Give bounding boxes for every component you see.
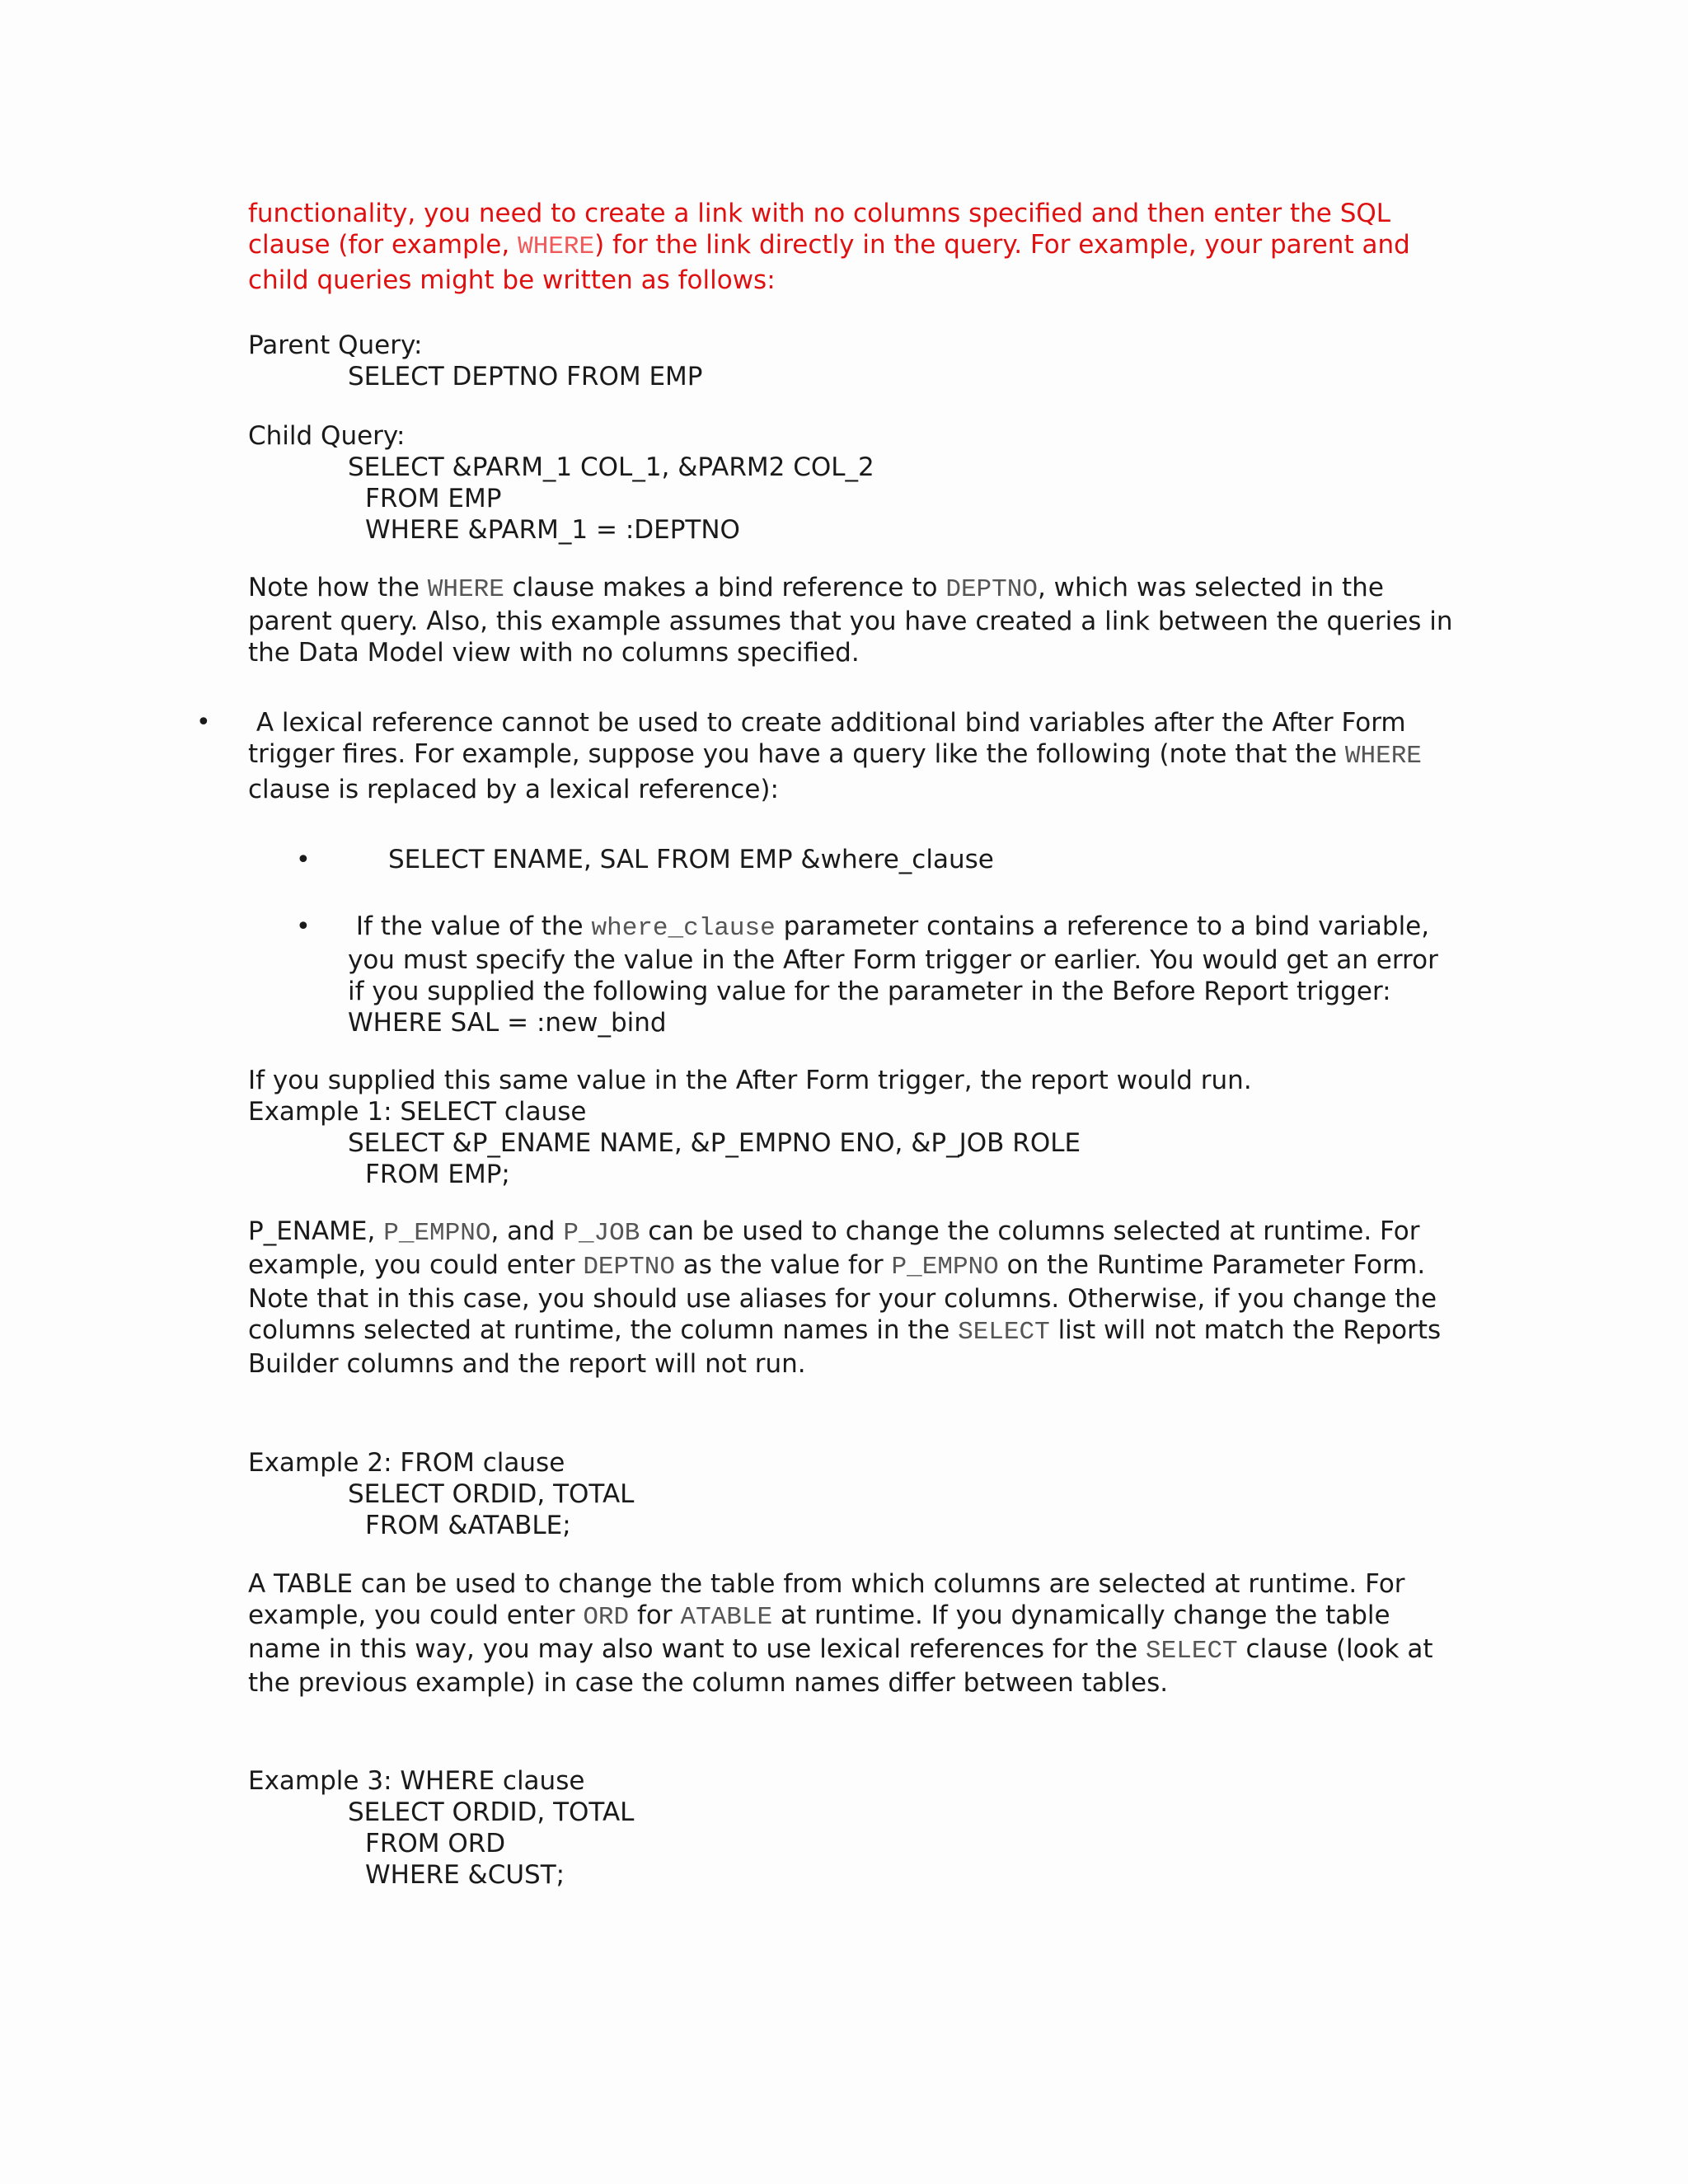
bullet-symbol: • [196, 708, 211, 737]
inline-code: ATABLE [680, 1603, 773, 1632]
inline-code: SELECT [958, 1318, 1050, 1347]
example2-block [248, 1447, 1451, 1541]
inline-code: WHERE [518, 232, 595, 261]
code-line: FROM EMP; [365, 1160, 510, 1189]
intro-line-3: child queries might be written as follows: [248, 265, 776, 295]
atable-line-2: example, you could enter ORD for ATABLE at runtime. If you dynamically change the table [248, 1601, 1390, 1632]
code-line: WHERE &CUST; [365, 1860, 565, 1890]
intro-line-2: clause (for example, WHERE) for the link directly in the query. For example, your parent and [248, 230, 1410, 261]
inline-code: WHERE [1344, 742, 1422, 771]
inline-code: WHERE [427, 575, 504, 604]
inline-code: where_clause [591, 914, 776, 943]
example3-label: Example 3: WHERE clause [248, 1766, 585, 1796]
bullet-symbol: • [296, 846, 311, 874]
note-line-3: the Data Model view with no columns specified. [248, 638, 860, 668]
inline-code: DEPTNO [945, 575, 1038, 604]
example3-block [248, 1765, 1451, 1891]
code-line: FROM EMP [365, 484, 502, 513]
note-line-2: parent query. Also, this example assumes that you have created a link between the queries in [248, 607, 1453, 636]
inline-code: P_EMPNO [383, 1219, 491, 1248]
bullet1-line-2: trigger fires. For example, suppose you have a query like the following (note that the WHERE [248, 739, 1422, 771]
pename-line-5: Builder columns and the report will not run. [248, 1349, 806, 1379]
code-line: FROM ORD [365, 1829, 506, 1858]
inline-code: P_EMPNO [891, 1253, 999, 1282]
code-line: SELECT &PARM_1 COL_1, &PARM2 COL_2 [348, 452, 874, 482]
inline-code: DEPTNO [583, 1253, 675, 1282]
sub-bullet-where-clause [348, 911, 1452, 1038]
atable-paragraph [248, 1568, 1451, 1699]
sub2-line-3: if you supplied the following value for the parameter in the Before Report trigger: [348, 977, 1391, 1006]
code-line: FROM &ATABLE; [365, 1511, 571, 1540]
code-line: WHERE &PARM_1 = :DEPTNO [365, 515, 740, 545]
code-line: SELECT DEPTNO FROM EMP [348, 362, 703, 391]
inline-code: SELECT [1146, 1637, 1238, 1666]
intro-paragraph [248, 198, 1451, 296]
sub2-line-1: If the value of the where_clause parameter contains a reference to a bind variable, [348, 912, 1430, 943]
inline-code: ORD [583, 1603, 630, 1632]
sub2-line-4: WHERE SAL = :new_bind [348, 1008, 667, 1038]
example2-label: Example 2: FROM clause [248, 1448, 565, 1478]
code-line: SELECT &P_ENAME NAME, &P_EMPNO ENO, &P_JOB ROLE [348, 1128, 1081, 1158]
atable-line-1: A TABLE can be used to change the table from which columns are selected at runtime. For [248, 1569, 1405, 1599]
inline-code: P_JOB [563, 1219, 640, 1248]
pename-line-2: example, you could enter DEPTNO as the value for P_EMPNO on the Runtime Parameter Form. [248, 1250, 1426, 1282]
pename-line-4: columns selected at runtime, the column names in the SELECT list will not match the Reports [248, 1315, 1442, 1347]
note-line-1: Note how the WHERE clause makes a bind reference to DEPTNO, which was selected in the [248, 573, 1384, 604]
parent-query-block [248, 330, 1451, 392]
bullet-item-lexical [248, 707, 1451, 805]
pename-line-1: P_ENAME, P_EMPNO, and P_JOB can be used to change the columns selected at runtime. For [248, 1216, 1420, 1248]
child-query-block [248, 420, 1451, 546]
code-line: SELECT ORDID, TOTAL [348, 1797, 635, 1827]
sub2-line-2: you must specify the value in the After Form trigger or earlier. You would get an error [348, 945, 1438, 975]
pename-line-3: Note that in this case, you should use aliases for your columns. Otherwise, if you change the [248, 1284, 1437, 1314]
atable-line-4: the previous example) in case the column names differ between tables. [248, 1668, 1169, 1698]
intro-line-1: functionality, you need to create a link with no columns specified and then enter the SQL [248, 199, 1391, 228]
code-line: SELECT ORDID, TOTAL [348, 1479, 635, 1509]
sub1-text: SELECT ENAME, SAL FROM EMP &where_clause [388, 845, 994, 874]
bullet-symbol: • [296, 912, 311, 941]
example1-block [248, 1065, 1451, 1190]
bullet1-line-3: clause is replaced by a lexical reference): [248, 775, 779, 804]
bullet1-line-1: A lexical reference cannot be used to create additional bind variables after the After Form [248, 708, 1406, 738]
example1-label: Example 1: SELECT clause [248, 1097, 587, 1127]
parent-query-label: Parent Query: [248, 330, 423, 360]
note-paragraph [248, 572, 1451, 668]
sub-bullet-query [388, 844, 1592, 875]
child-query-label: Child Query: [248, 421, 406, 451]
example1-intro: If you supplied this same value in the After Form trigger, the report would run. [248, 1066, 1252, 1095]
pename-paragraph [248, 1216, 1451, 1380]
atable-line-3: name in this way, you may also want to use lexical references for the SELECT clause (look at [248, 1634, 1433, 1666]
